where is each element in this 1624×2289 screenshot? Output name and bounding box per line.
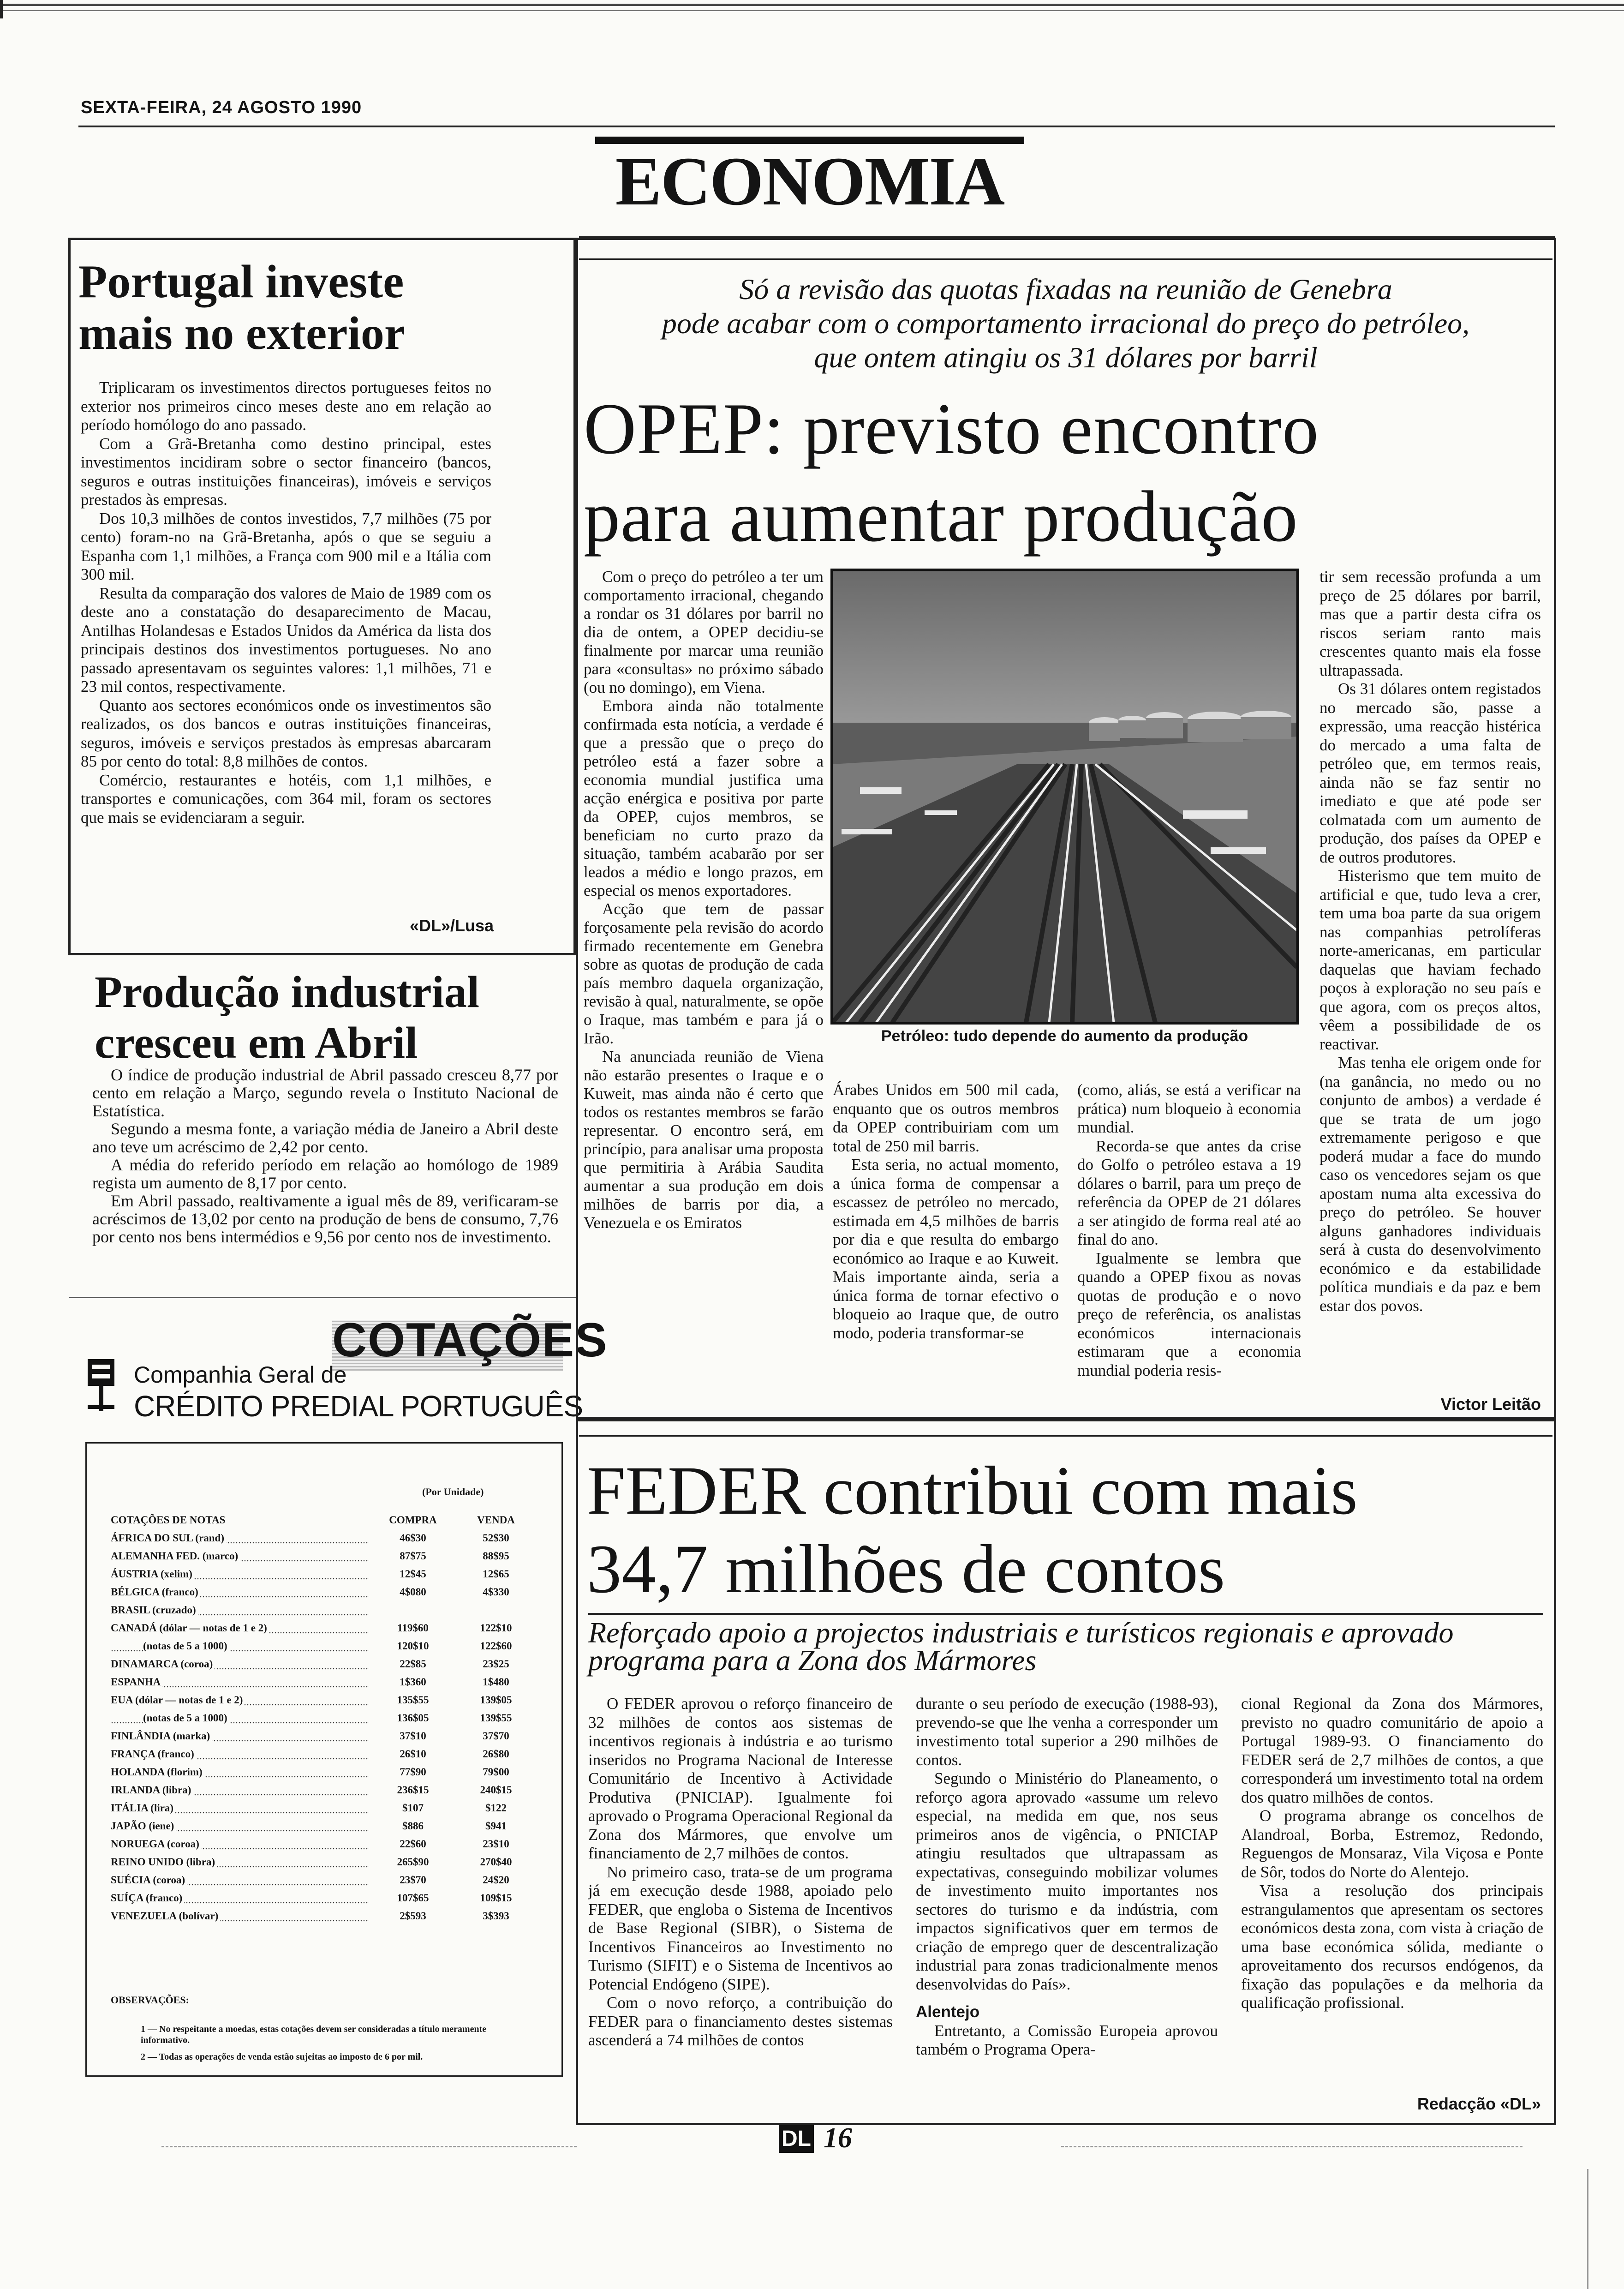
quote-currency [111,1742,369,1760]
paragraph: Embora ainda não totalmente confirmada esta notícia, a verdade é que a pressão que o preço do petróleo está a fazer sobre a economia mundial justifica uma acção enérgica e positiva por parte da OPEP, cujos membros, se beneficiam no curto prazo da situação, também acabarão por ser leados a médio e longo prazos, em especial os menos exportadores. [584,697,824,899]
quote-row [111,1562,535,1580]
paragraph: Em Abril passado, realtivamente a igual mês de 89, verificaram-se acréscimos de 13,02 por cento na produção de bens de consumo, 7,76 por cento nos bens intermédios e 9,56 por cento nos de investimento. [92,1192,558,1246]
bank-logo-icon [83,1354,120,1414]
quote-currency-label: REINO UNIDO (libra) [111,1856,217,1868]
col-header-buy: COMPRA [389,1514,437,1526]
article-opep-col3 [1077,1081,1301,1380]
paragraph: Resulta da comparação dos valores de Maio de 1989 com os deste ano a constatação do desaparecimento de Macau, Antilhas Holandesas e Estados Unidos da América da lista dos principais destinos dos investimentos portugueses. No ano passado apresentavam os seguintes valores: 1,1 milhões, 71 e 23 mil contos, respectivamente. [81,584,491,695]
quote-currency [111,1850,369,1868]
quote-currency-label: ITÁLIA (lira) [111,1802,175,1814]
quote-currency-label: NORUEGA (coroa) [111,1838,201,1850]
quote-currency-label: JAPÃO (iene) [111,1820,176,1832]
paragraph: Comércio, restaurantes e hotéis, com 1,1 milhões, e transportes e comunicações, com 364 mil, foram os sectores que mais se evidenciaram a seguir. [81,771,491,827]
paragraph: Triplicaram os investimentos directos portugueses feitos no exterior nos primeiros cinco meses deste ano em relação ao período homólogo do ano passado. [81,378,491,434]
paragraph: No primeiro caso, trata-se de um programa já em execução desde 1988, apoiado pelo FEDER, que engloba o Sistema de Incentivos de Base Regional (SIBR), o Sistema de Incentivos Financeiros ao Investimento no Turismo (SIFIT) e o Sistema de Incentivos ao Potencial Endógeno (SIPE). [588,1863,893,1993]
quote-currency [111,1868,369,1886]
quote-row [111,1580,535,1598]
paragraph: Segundo a mesma fonte, a variação média de Janeiro a Abril deste ano teve um acréscimo de 2,42 por cento. [92,1120,558,1156]
quote-currency [111,1778,369,1796]
quote-currency-label: CANADÁ (dólar — notas de 1 e 2) [111,1622,269,1634]
paragraph: Visa a resolução dos principais estrangulamentos que apresentam os sectores económicos desta zona, com vista à criação de uma base económica sólida, mediante o aproveitamento dos recursos endógenos, da fixação das populações e da melhoria da qualificação profissional. [1241,1882,1543,2012]
dl-logo: DL [779,2125,814,2153]
quote-row [111,1904,535,1922]
paragraph: Com o novo reforço, a contribuição do FEDER para o financiamento destes sistemas ascenderá a 74 milhões de contos [588,1994,893,2049]
paragraph: cional Regional da Zona dos Mármores, previsto no quadro comunitário de apoio a Portugal 1989-93. O financiamento do FEDER será de 2,7 milhões de contos, a que corresponderá um investimento total na ordem dos quatro milhões de contos. [1241,1695,1543,1806]
paragraph: O programa abrange os concelhos de Alandroal, Borba, Estremoz, Redondo, Reguengos de Monsaraz, Vila Viçosa e Ponte de Sôr, todos do Norte do Alentejo. [1241,1807,1543,1881]
quote-sell: 240$15 [480,1784,512,1796]
quote-row [111,1652,535,1670]
quote-currency-label: FINLÂNDIA (marka) [111,1730,212,1742]
quote-row [111,1598,535,1616]
quote-currency-label: BRASIL (cruzado) [111,1604,198,1616]
quote-currency-label: ÁFRICA DO SUL (rand) [111,1532,226,1544]
paragraph: Igualmente se lembra que quando a OPEP fixou as novas quotas de produção e o novo preço de referência, os analistas económicos internacionais estimaram que a economia mundial poderia resis- [1077,1249,1301,1379]
paragraph: Esta seria, no actual momento, a única forma de compensar a escassez de petróleo no mercado, estimada em 4,5 milhões de barris por dia e que resulta do embargo económico ao Iraque e ao Kuweit. Mais importante ainda, seria a única forma de tornar efectivo o bloqueio ao Iraque que, de outro modo, poderia transformar-se [833,1156,1059,1342]
bank-name-line2: CRÉDITO PREDIAL PORTUGUÊS [134,1390,583,1423]
quote-row [111,1724,535,1742]
quote-currency [111,1706,369,1724]
quote-currency-label: ESPANHA [111,1676,162,1688]
quote-currency [111,1634,369,1652]
quote-row [111,1634,535,1652]
quote-currency-label: HOLANDA (florim) [111,1766,204,1778]
quote-row [111,1868,535,1886]
paragraph: Histerismo que tem muito de artificial e que, tudo leva a crer, tem uma boa parte da sua origem nas companhias petrolíferas norte-americanas, em particular daquelas que haviam fechado poços à exploração no seu país e que agora, com os preços altos, vêem a possibilidade de os reactivar. [1320,867,1541,1053]
quote-buy: 46$30 [400,1532,426,1544]
quote-sell: 1$480 [483,1676,509,1688]
col-header-notes: COTAÇÕES DE NOTAS [111,1514,226,1526]
quote-sell: 12$65 [483,1568,509,1580]
quote-buy: 107$65 [397,1892,429,1904]
paragraph: Dos 10,3 milhões de contos investidos, 7,7 milhões (75 por cento) foram-no na Grã-Bretanha, após o que se seguiu a Espanha com 1,1 milhões, a França com 900 mil e a Itália com 300 mil. [81,509,491,583]
article-exterior-body [81,378,491,827]
article-opep-byline: Victor Leitão [1440,1395,1541,1414]
quote-sell: 88$95 [483,1550,509,1562]
quote-sell: 122$60 [480,1640,512,1652]
paragraph: Mas tenha ele origem onde for (na ganância, no medo ou no conjunto de ambos) a verdade é que se trata de um jogo extremamente perigoso e que poderá mudar a face do mundo caso os vencedores sejam os que apostam numa alta excessiva do preço do petróleo. Se houver alguns ganhadores individuais será à custa do desenvolvimento económico e da estabilidade política mundiais e da paz e bem estar dos povos. [1320,1054,1541,1315]
photo-caption: Petróleo: tudo depende do aumento da produção [881,1027,1248,1045]
quote-buy: 236$15 [397,1784,429,1796]
bank-name-line1: Companhia Geral de [134,1362,347,1388]
quote-buy: $107 [402,1802,424,1814]
quote-sell: 3$393 [483,1910,509,1922]
cotacoes-title: COTAÇÕES [332,1313,608,1367]
quote-sell: 23$25 [483,1658,509,1670]
quote-currency [111,1904,369,1922]
quote-currency [111,1886,369,1904]
quote-sell: 109$15 [480,1892,512,1904]
quote-currency [111,1562,369,1580]
quote-row [111,1850,535,1868]
quote-currency [111,1670,369,1688]
quote-sell: 37$70 [483,1730,509,1742]
article-opep-title: OPEP: previsto encontro para aumentar produção [584,389,1320,557]
quote-currency-label: IRLANDA (libra) [111,1784,193,1796]
quote-buy: 135$55 [397,1694,429,1706]
article-feder-col2 [916,1695,1218,2059]
article-exterior-byline: «DL»/Lusa [409,916,494,935]
paragraph: tir sem recessão profunda a um preço de 25 dólares por barril, mas que a partir desta cifra os riscos seriam ranto mais crescentes quanto mais ela fosse ultrapassada. [1320,568,1541,679]
unit-note: (Por Unidade) [422,1486,484,1498]
paragraph: Com o preço do petróleo a ter um comportamento irracional, chegando a rondar os 31 dólares por barril no dia de ontem, a OPEP decidiu-se finalmente por marcar uma reunião para «consultas» no próximo sábado (ou no domingo), em Viena. [584,568,824,696]
article-opep-col4 [1320,568,1541,1315]
quote-currency [111,1526,369,1544]
article-opep-col2 [833,1081,1059,1342]
quote-currency [111,1796,369,1814]
quote-row [111,1670,535,1688]
quote-row [111,1886,535,1904]
quote-buy: 265$90 [397,1856,429,1868]
section-title: ECONOMIA [615,143,1004,220]
article-feder-col1 [588,1695,893,2050]
quote-buy: 37$10 [400,1730,426,1742]
quote-sell: 139$05 [480,1694,512,1706]
quote-buy: 1$360 [400,1676,426,1688]
paragraph: Os 31 dólares ontem registados no mercado são, passe a expressão, uma reacção histérica do mercado a uma falta de petróleo que, em termos reais, ainda não se faz sentir no imediato e que até pode ser colmatada com um aumento de produção, dos países da OPEP e de outros produtores. [1320,680,1541,866]
quote-currency-label: VENEZUELA (bolívar) [111,1910,220,1922]
quote-row [111,1760,535,1778]
quote-currency [111,1598,369,1616]
quote-buy: $886 [402,1820,424,1832]
quote-currency-label: (notas de 5 a 1000) [143,1640,229,1652]
quote-row [111,1832,535,1850]
paragraph: A média do referido período em relação ao homólogo de 1989 regista um aumento de 8,17 por cento. [92,1156,558,1192]
article-opep-kicker: Só a revisão das quotas fixadas na reunião de Genebra pode acabar com o comportamento irracional do preço do petróleo, que ontem atingiu os 31 dólares por barril [662,273,1470,374]
paragraph: Recorda-se que antes da crise do Golfo o petróleo estava a 19 dólares o barril, para um preço de referência da OPEP de 21 dólares a ser atingido de forma real até ao final do ano. [1077,1137,1301,1248]
quote-currency [111,1688,369,1706]
quote-currency-label: DINAMARCA (coroa) [111,1658,215,1670]
paragraph: O índice de produção industrial de Abril passado cresceu 8,77 por cento em relação a Março, segundo revela o Instituto Nacional de Estatística. [92,1066,558,1120]
quote-currency-label: (notas de 5 a 1000) [143,1712,229,1724]
article-producao-body [92,1066,558,1246]
paragraph: Acção que tem de passar forçosamente pela revisão do acordo firmado recentemente em Genebra sobre as quotas de produção de cada país membro daquela organização, revisão à qual, naturalmente, se opõe o Iraque, mas também e para já o Irão. [584,900,824,1047]
oil-refinery-photo [830,569,1299,1025]
paragraph: O FEDER aprovou o reforço financeiro de 32 milhões de contos aos sistemas de incentivos regionais à indústria e ao turismo inseridos no Programa Nacional de Interesse Comunitário de Incentivo à Actividade Produtiva (PNICIAP). Igualmente foi aprovado o Programa Operacional Regional da Zona dos Mármores, que envolve um financiamento de 2,7 milhões de contos. [588,1695,893,1862]
article-producao-title: Produção industrial cresceu em Abril [95,967,480,1068]
quote-row [111,1544,535,1562]
quote-row [111,1706,535,1724]
col-header-sell: VENDA [477,1514,515,1526]
cotacoes-table [111,1508,535,1922]
quote-row [111,1742,535,1760]
quote-row [111,1778,535,1796]
quote-sell: $941 [485,1820,507,1832]
quote-buy: 26$10 [400,1748,426,1760]
quote-currency-label: EUA (dólar — notas de 1 e 2) [111,1694,245,1706]
quote-sell: 122$10 [480,1622,512,1634]
quote-buy: 22$60 [400,1838,426,1850]
quote-sell: 52$30 [483,1532,509,1544]
quote-currency [111,1760,369,1778]
quote-row [111,1526,535,1544]
quote-currency [111,1814,369,1832]
paragraph: (como, aliás, se está a verificar na prática) num bloqueio à economia mundial. [1077,1081,1301,1136]
quote-buy [369,1598,457,1616]
quote-currency [111,1724,369,1742]
quote-currency [111,1580,369,1598]
quote-sell: $122 [485,1802,507,1814]
quote-currency-label: SUÍÇA (franco) [111,1892,184,1904]
quote-sell: 4$330 [483,1586,509,1598]
quote-sell [457,1598,535,1616]
quote-currency-label: SUÉCIA (coroa) [111,1874,187,1886]
quote-buy: 120$10 [397,1640,429,1652]
paragraph: durante o seu período de execução (1988-93), prevendo-se que lhe venha a corresponder um investimento total superior a 290 milhões de contos. [916,1695,1218,1769]
quote-currency-label: BÉLGICA (franco) [111,1586,200,1598]
quote-row [111,1796,535,1814]
quote-sell: 79$00 [483,1766,509,1778]
quote-buy: 4$080 [400,1586,426,1598]
quote-sell: 139$55 [480,1712,512,1724]
quote-buy: 22$85 [400,1658,426,1670]
quote-currency-label: ÁUSTRIA (xelim) [111,1568,194,1580]
quote-sell: 270$40 [480,1856,512,1868]
quote-currency-label: FRANÇA (franco) [111,1748,196,1760]
quote-buy: 87$75 [400,1550,426,1562]
paragraph: Na anunciada reunião de Viena não estarão presentes o Iraque e o Kuweit, mas ainda não é certo que todos os restantes membros se farão representar. O encontro será, em princípio, para analisar uma proposta que permitiria à Arábia Saudita aumentar a sua produção em dois milhões de barris por dia, a Venezuela e os Emiratos [584,1048,824,1232]
quote-buy: 23$70 [400,1874,426,1886]
obs-2: 2 — Todas as operações de venda estão sujeitas ao imposto de 6 por mil. [141,2052,423,2062]
paragraph: Segundo o Ministério do Planeamento, o reforço agora aprovado «assume um relevo especial, na medida em que, nos seus primeiros anos de vigência, o PNICIAP atingiu resultados que ultrapassam as expectativas, conseguindo mobilizar volumes de investimento muito importantes nos sectores do turismo e da indústria, com impactos significativos quer em termos de criação de emprego quer de descentralização industrial para zonas tradicionalmente menos desenvolvidas do País». [916,1769,1218,1993]
quote-currency [111,1652,369,1670]
article-opep-col1 [584,568,824,1232]
quote-row [111,1616,535,1634]
article-feder-byline: Redacção «DL» [1417,2094,1541,2113]
quote-sell: 26$80 [483,1748,509,1760]
obs-title: OBSERVAÇÕES: [111,1994,189,2006]
quote-sell: 23$10 [483,1838,509,1850]
quote-buy: 12$45 [400,1568,426,1580]
article-feder-title: FEDER contribui com mais 34,7 milhões de contos [587,1452,1358,1607]
issue-date: SEXTA-FEIRA, 24 AGOSTO 1990 [81,98,362,117]
page-number: 16 [824,2122,852,2154]
paragraph: Com a Grã-Bretanha como destino principal, estes investimentos incidiram sobre o sector financeiro (bancos, seguros e outras instituições financeiras), imóveis e serviços prestados às empresas. [81,434,491,509]
corner-mark [0,0,3,18]
article-feder-col3 [1241,1695,1543,2013]
quote-buy: 119$60 [397,1622,429,1634]
paragraph: Quanto aos sectores económicos onde os investimentos são realizados, os dos bancos e outras instituições financeiras, seguros, imóveis e serviços prestados às empresas abarcaram 85 por cento do total: 8,8 milhões de contos. [81,696,491,770]
quote-buy: 2$593 [400,1910,426,1922]
paragraph: Árabes Unidos em 500 mil cada, enquanto que os outros membros da OPEP contribuiriam com um total de 250 mil barris. [833,1081,1059,1155]
obs-1: 1 — No respeitante a moedas, estas cotações devem ser consideradas a título meramente informativo. [141,2024,487,2045]
quote-buy: 136$05 [397,1712,429,1724]
quote-currency [111,1544,369,1562]
article-exterior-title: Portugal investe mais no exterior [78,256,406,360]
quote-currency-label: ALEMANHA FED. (marco) [111,1550,240,1562]
quote-currency [111,1832,369,1850]
paragraph: Entretanto, a Comissão Europeia aprovou também o Programa Opera- [916,2021,1218,2058]
quote-buy: 77$90 [400,1766,426,1778]
article-feder-subtitle: Reforçado apoio a projectos industriais e turísticos regionais e aprovado programa para a Zona dos Mármores [588,1616,1454,1677]
quote-currency [111,1616,369,1634]
quote-sell: 24$20 [483,1874,509,1886]
quote-row [111,1688,535,1706]
subhead-alentejo: Alentejo [916,2003,980,2021]
quote-row [111,1814,535,1832]
